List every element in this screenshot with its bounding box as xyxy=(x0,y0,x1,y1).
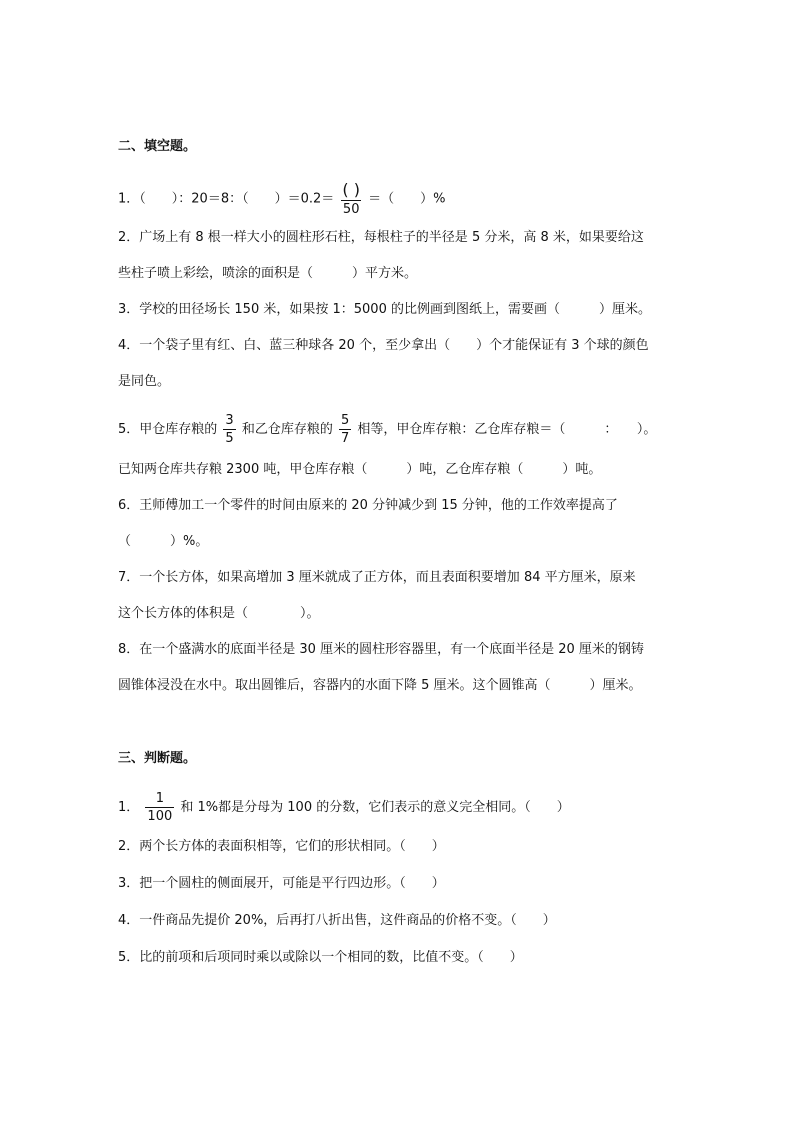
question-2-2-line2: 些柱子喷上彩绘，喷涂的面积是（ ）平方米。 xyxy=(118,266,418,281)
question-2-6-line2: （ ）%。 xyxy=(118,534,209,549)
section-3-heading: 三、判断题。 xyxy=(118,751,197,766)
question-2-1 xyxy=(118,182,445,216)
question-3-1 xyxy=(118,792,570,823)
section-2-heading: 二、填空题。 xyxy=(118,139,197,154)
j1-fraction-denominator: 100 xyxy=(147,809,173,824)
q5-fraction-1-numerator: 3 xyxy=(225,413,234,428)
q5-fraction-1-denominator: 5 xyxy=(225,431,234,446)
j1-fraction xyxy=(145,792,174,823)
question-3-3: 3．把一个圆柱的侧面展开，可能是平行四边形。（ ） xyxy=(118,876,445,891)
question-3-2: 2．两个长方体的表面积相等，它们的形状相同。（ ） xyxy=(118,839,445,854)
question-2-8-line1: 8．在一个盛满水的底面半径是 30 厘米的圆柱形容器里，有一个底面半径是 20 厘米的钢铸 xyxy=(118,642,644,657)
j1-fraction-numerator: 1 xyxy=(155,791,164,806)
q1-fraction-numerator: ( ) xyxy=(342,180,360,199)
question-3-5: 5．比的前项和后项同时乘以或除以一个相同的数，比值不变。（ ） xyxy=(118,950,523,965)
j1-text-a: 1． xyxy=(118,800,140,815)
question-2-5 xyxy=(118,414,656,445)
q5-text-a: 5．甲仓库存粮的 xyxy=(118,422,218,437)
q5-text-b: 和乙仓库存粮的 xyxy=(241,422,333,437)
q5-fraction-2-denominator: 7 xyxy=(341,431,350,446)
question-2-4-line2: 是同色。 xyxy=(118,374,171,389)
question-2-2-line1: 2．广场上有 8 根一样大小的圆柱形石柱，每根柱子的半径是 5 分米，高 8 米，如果要给这 xyxy=(118,230,644,245)
q1-text-a: 1．（ ）：20＝8：（ ）＝0.2＝ xyxy=(118,191,335,207)
q1-fraction xyxy=(340,182,362,216)
question-2-8-line2: 圆锥体浸没在水中。取出圆锥后，容器内的水面下降 5 厘米。这个圆锥高（ ）厘米。 xyxy=(118,678,642,693)
q1-fraction-denominator: 50 xyxy=(342,202,360,217)
question-2-5-line2: 已知两仓库共存粮 2300 吨，甲仓库存粮（ ）吨，乙仓库存粮（ ）吨。 xyxy=(118,462,602,477)
q5-fraction-2-numerator: 5 xyxy=(341,413,350,428)
question-2-7-line1: 7．一个长方体，如果高增加 3 厘米就成了正方体，而且表面积要增加 84 平方厘米，原来 xyxy=(118,570,636,585)
question-3-4: 4．一件商品先提价 20%，后再打八折出售，这件商品的价格不变。（ ） xyxy=(118,913,556,928)
question-2-4-line1: 4．一个袋子里有红、白、蓝三种球各 20 个，至少拿出（ ）个才能保证有 3 个球的颜色 xyxy=(118,338,649,353)
q5-fraction-1 xyxy=(223,414,235,445)
q1-text-b: ＝（ ）% xyxy=(368,191,446,207)
question-2-7-line2: 这个长方体的体积是（ ）。 xyxy=(118,606,320,621)
q5-text-c: 相等，甲仓库存粮：乙仓库存粮＝（ ： ）。 xyxy=(357,422,657,437)
question-2-3: 3．学校的田径场长 150 米，如果按 1：5000 的比例画到图纸上，需要画（ ）厘米。 xyxy=(118,302,651,317)
j1-text-b: 和 1%都是分母为 100 的分数，它们表示的意义完全相同。（ ） xyxy=(180,800,570,815)
question-2-6-line1: 6．王师傅加工一个零件的时间由原来的 20 分钟减少到 15 分钟，他的工作效率提高了 xyxy=(118,498,618,513)
q5-fraction-2 xyxy=(339,414,351,445)
